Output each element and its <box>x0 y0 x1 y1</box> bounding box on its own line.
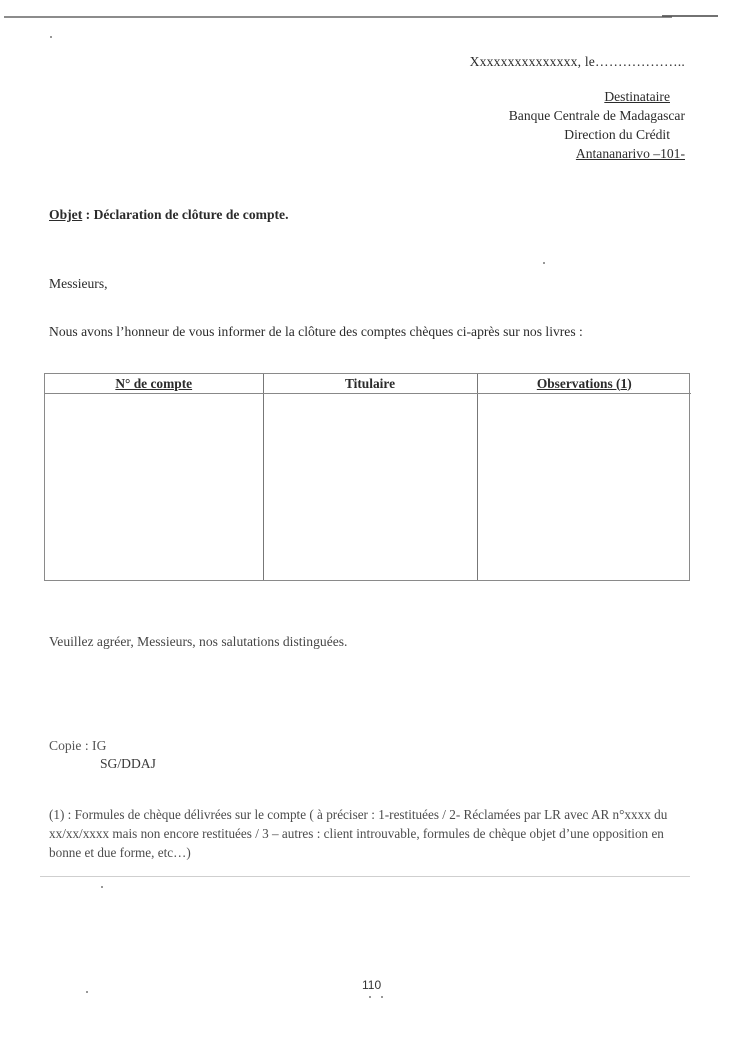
column-header-label: N° de compte <box>115 375 193 391</box>
column-header-holder <box>263 374 477 394</box>
recipient-city: Antananarivo –101- <box>575 146 685 161</box>
scan-artifact-line <box>40 876 690 877</box>
table-cell[interactable] <box>263 394 477 581</box>
footnote: (1) : Formules de chèque délivrées sur le compte ( à préciser : 1-restituées / 2- Réclamées par LR avec AR n°xxxx du xx/xx/xxxx mais non encore restituées / 3 – autres : client introuvable, formules de chèque objet d’une opposition en bonne et due forme, etc…) <box>49 807 668 860</box>
scan-speck <box>86 991 88 993</box>
column-header-label: Observations (1) <box>536 375 632 391</box>
subject-label: Objet <box>49 207 83 222</box>
subject-separator: : <box>82 207 94 222</box>
salutation: Messieurs, <box>49 276 108 291</box>
scan-speck <box>101 886 103 888</box>
scan-speck <box>381 996 383 998</box>
page-number: 110 <box>362 978 382 992</box>
scan-speck <box>543 262 545 264</box>
table-cell[interactable] <box>45 394 263 581</box>
recipient-bank: Banque Centrale de Madagascar <box>508 108 685 123</box>
accounts-table-container <box>44 373 690 581</box>
recipient-label: Destinataire <box>604 89 670 104</box>
recipient-block <box>509 87 685 163</box>
column-header-observations <box>477 374 691 394</box>
table-cell[interactable] <box>477 394 691 581</box>
intro-paragraph: Nous avons l’honneur de vous informer de la clôture des comptes chèques ci-après sur nos livres : <box>49 324 583 339</box>
table-header-row <box>45 374 691 394</box>
column-header-label: Titulaire <box>344 375 396 391</box>
subject-line <box>49 207 288 223</box>
scan-speck <box>50 36 52 38</box>
recipient-department: Direction du Crédit <box>564 127 670 142</box>
accounts-table <box>45 374 691 580</box>
scan-speck <box>369 996 371 998</box>
copy-recipients-label: Copie : IG <box>49 738 107 753</box>
subject-text: Déclaration de clôture de compte. <box>93 207 289 222</box>
place-date-line: Xxxxxxxxxxxxxxx, le……………….. <box>469 54 685 69</box>
table-row <box>45 394 691 581</box>
copy-recipients-line: SG/DDAJ <box>100 756 156 771</box>
closing-formula: Veuillez agréer, Messieurs, nos salutations distinguées. <box>49 634 348 649</box>
column-header-account-number <box>45 374 263 394</box>
